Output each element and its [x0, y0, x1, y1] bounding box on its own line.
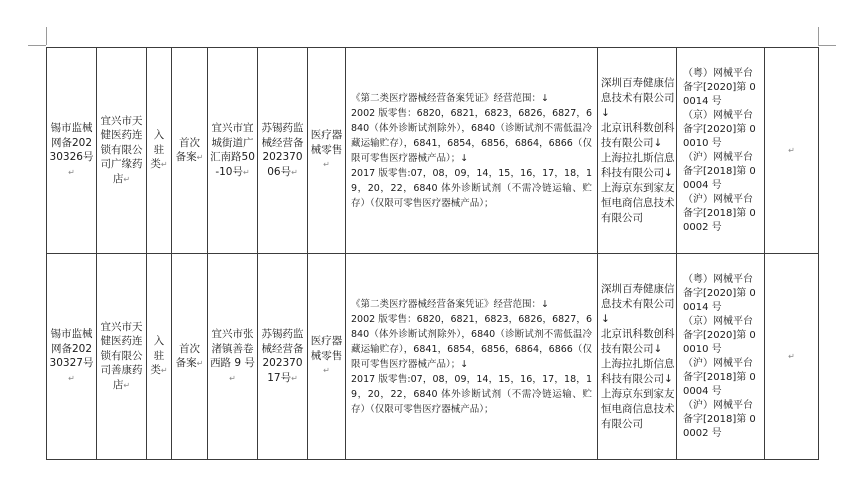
paragraph-mark: ↵ [160, 366, 168, 376]
paragraph-mark: ↵ [68, 373, 75, 383]
corner-mark-top-left [28, 45, 46, 46]
business-scope-line: 2002 版零售：6820，6821，6823，6826，6827，6840（体外诊断试剂除外），6840（诊断试剂不需低温冷藏运输贮存），6841，6854，6856，6864，6866（仅限可零售医疗器械产品）；↓ [351, 313, 592, 370]
paragraph-mark: ↵ [291, 373, 298, 383]
platform-company-line: 上海拉扎斯信息科技有限公司↓ [601, 151, 675, 179]
license-number-cell [258, 254, 308, 460]
business-scope-line: 《第二类医疗器械经营备案凭证》经营范围：↓ [351, 92, 549, 104]
filing-type-cell-text: 入驻类 [150, 129, 165, 171]
filing-kind-cell [172, 254, 208, 460]
address-cell [208, 254, 258, 460]
category-cell [308, 254, 346, 460]
paragraph-mark: ↵ [123, 380, 131, 390]
paragraph-mark: ↵ [196, 153, 204, 162]
platform-company-cell [598, 48, 677, 254]
business-scope-line: 《第二类医疗器械经营备案凭证》经营范围：↓ [351, 298, 549, 310]
filing-number-cell [47, 254, 97, 460]
filing-type-cell-text: 入驻类 [150, 335, 165, 377]
address-cell-text: 宜兴市张渚镇善卷西路 9 号 [210, 328, 255, 369]
filing-kind-cell [172, 48, 208, 254]
company-name-cell-text: 宜兴市天健医药连锁有限公司广缘药店 [100, 114, 143, 185]
license-number-cell [258, 48, 308, 254]
filing-kind-cell-text: 首次备案 [175, 342, 200, 369]
platform-filing-line: （粤）网械平台备字[2020]第 00014 号 [683, 67, 756, 107]
platform-company-line: 上海拉扎斯信息科技有限公司↓ [601, 357, 675, 385]
paragraph-mark: ↵ [788, 351, 795, 361]
address-cell-text: 宜兴市宜城街道广汇南路50-10号 [210, 122, 255, 178]
category-cell-text: 医疗器械零售 [310, 335, 343, 362]
filing-number-cell-text: 锡市监械网备20230327号 [49, 328, 94, 369]
platform-company-line: 上海京东到家友恒电商信息技术有限公司 [601, 181, 675, 224]
paragraph-mark: ↵ [160, 160, 168, 170]
corner-mark-top-right [818, 45, 836, 46]
paragraph-mark: ↵ [68, 167, 75, 177]
paragraph-mark: ↵ [229, 373, 236, 383]
platform-filing-line: （沪）网械平台备字[2018]第 00004 号 [683, 151, 756, 191]
address-cell [208, 48, 258, 254]
platform-filing-line: （沪）网械平台备字[2018]第 00004 号 [683, 357, 756, 397]
corner-mark-top-left [46, 27, 47, 45]
filing-kind-cell-text: 首次备案 [175, 136, 200, 163]
platform-filing-line: （粤）网械平台备字[2020]第 00014 号 [683, 273, 756, 313]
platform-company-line: 北京讯科数创科技有限公司↓ [601, 327, 675, 355]
platform-filing-line: （京）网械平台备字[2020]第 00010 号 [683, 315, 756, 355]
company-name-cell-text: 宜兴市天健医药连锁有限公司善康药店 [100, 320, 143, 391]
platform-filing-line: （京）网械平台备字[2020]第 00010 号 [683, 109, 756, 149]
license-number-cell-text: 苏锡药监械经营备20237006号 [261, 122, 304, 178]
filing-table [46, 47, 819, 460]
business-scope-cell [346, 254, 598, 460]
platform-filing-line: （沪）网械平台备字[2018]第 00002 号 [683, 399, 756, 439]
business-scope-line: 2017 版零售:07，08，09，14，15，16，17，18，19，20，22，6840 体外诊断试剂（不需冷链运输、贮存）（仅限可零售医疗器械产品）； [351, 373, 592, 415]
platform-company-line: 北京讯科数创科技有限公司↓ [601, 121, 675, 149]
empty-cell [765, 254, 819, 460]
platform-company-line: 深圳百寿健康信息技术有限公司↓ [601, 282, 675, 325]
category-cell-text: 医疗器械零售 [310, 129, 343, 156]
business-scope-line: 2017 版零售:07，08，09，14，15，16，17，18，19，20，22，6840 体外诊断试剂（不需冷链运输、贮存）（仅限可零售医疗器械产品）； [351, 167, 592, 209]
business-scope-line: 2002 版零售：6820，6821，6823，6826，6827，6840（体外诊断试剂除外），6840（诊断试剂不需低温冷藏运输贮存），6841，6854，6856，6864，6866（仅限可零售医疗器械产品）；↓ [351, 107, 592, 164]
business-scope-cell [346, 48, 598, 254]
paragraph-mark: ↵ [323, 160, 330, 170]
license-number-cell-text: 苏锡药监械经营备20237017号 [261, 328, 304, 384]
category-cell [308, 48, 346, 254]
platform-filing-cell [677, 254, 765, 460]
paragraph-mark: ↵ [788, 145, 795, 155]
paragraph-mark: ↵ [291, 167, 298, 177]
paragraph-mark: ↵ [123, 174, 131, 184]
corner-mark-top-right [818, 27, 819, 45]
filing-type-cell [147, 48, 172, 254]
platform-filing-cell [677, 48, 765, 254]
table-row [47, 254, 819, 460]
paragraph-mark: ↵ [323, 366, 330, 376]
paragraph-mark: ↵ [242, 167, 250, 177]
platform-company-cell [598, 254, 677, 460]
platform-company-line: 深圳百寿健康信息技术有限公司↓ [601, 76, 675, 119]
empty-cell [765, 48, 819, 254]
filing-number-cell [47, 48, 97, 254]
company-name-cell [97, 254, 147, 460]
company-name-cell [97, 48, 147, 254]
filing-type-cell [147, 254, 172, 460]
table-row [47, 48, 819, 254]
platform-company-line: 上海京东到家友恒电商信息技术有限公司 [601, 387, 675, 430]
filing-number-cell-text: 锡市监械网备20230326号 [49, 122, 94, 163]
paragraph-mark: ↵ [196, 359, 204, 368]
platform-filing-line: （沪）网械平台备字[2018]第 00002 号 [683, 193, 756, 233]
